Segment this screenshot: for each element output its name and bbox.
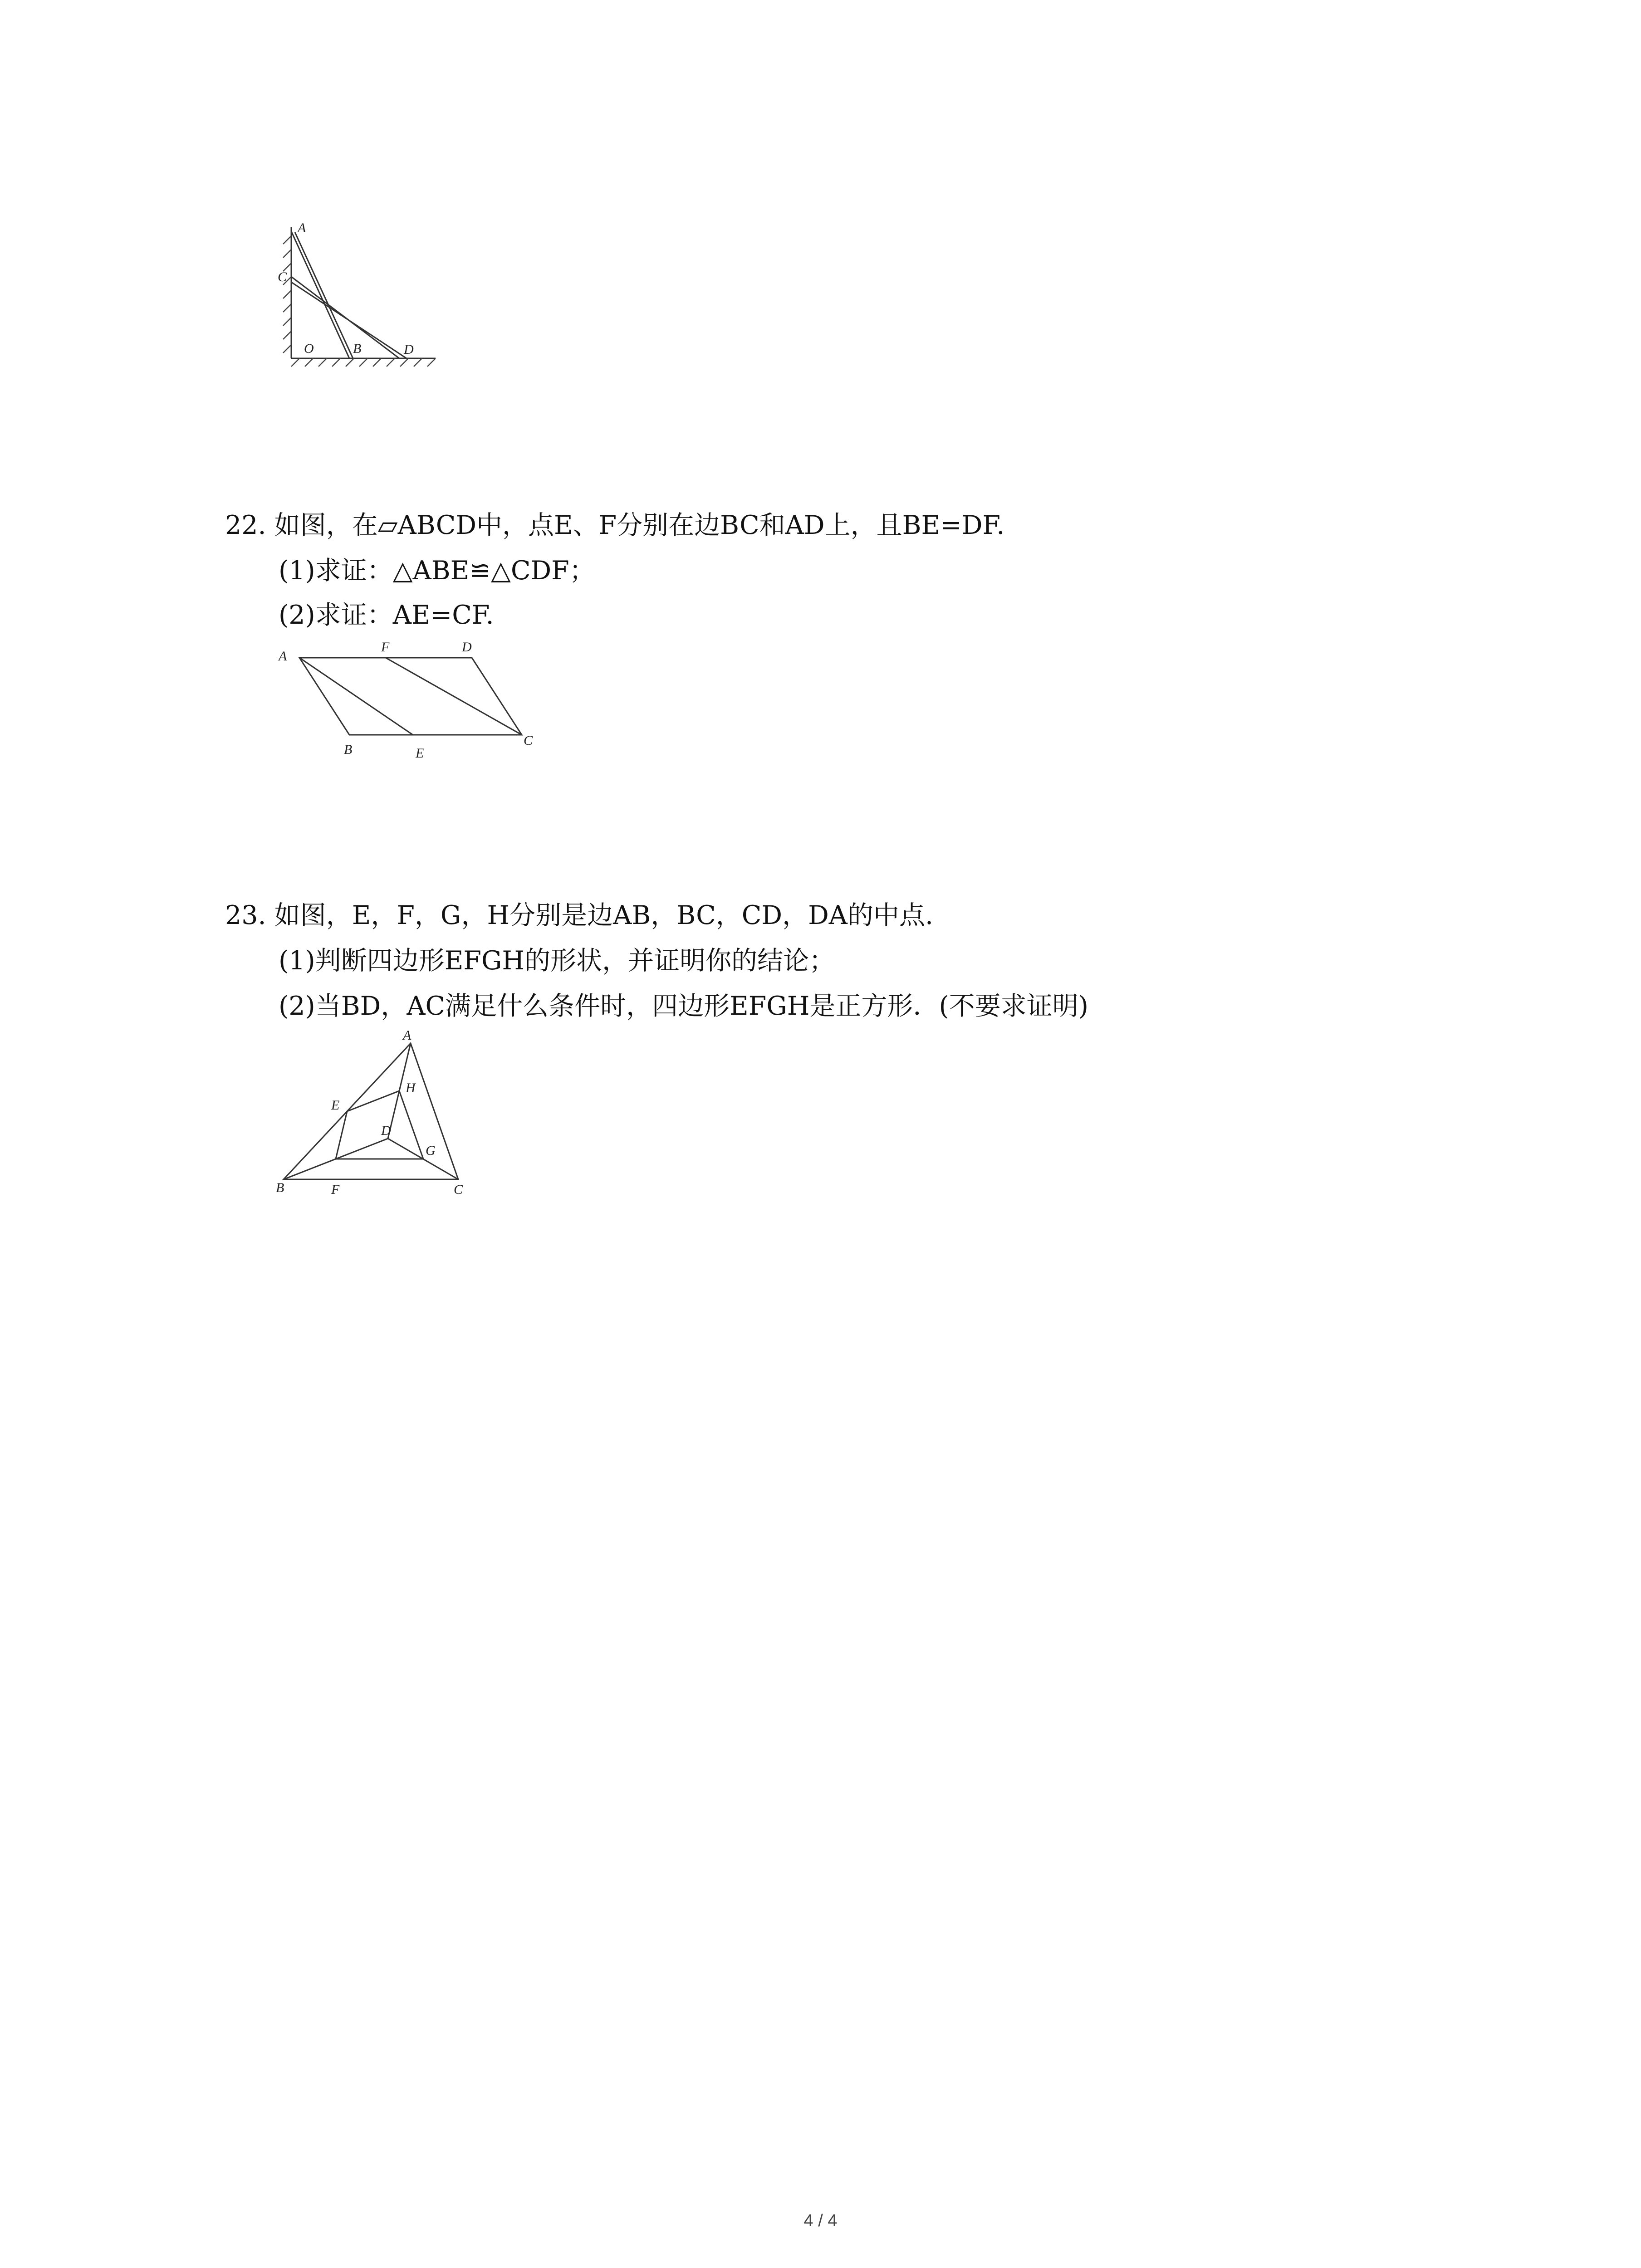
label-F: F bbox=[381, 640, 390, 655]
wall-hatching bbox=[283, 236, 291, 353]
parallelogram-ABCD bbox=[299, 658, 522, 735]
label-A: A bbox=[298, 220, 306, 235]
label-H: H bbox=[406, 1080, 416, 1095]
label-E: E bbox=[416, 746, 424, 761]
q22-part1: (1)求证：△ABE≌△CDF； bbox=[279, 556, 595, 586]
segment-FC bbox=[386, 658, 522, 735]
label-B: B bbox=[276, 1180, 284, 1195]
ground-hatching bbox=[291, 358, 436, 367]
q23-stem: 23. 如图，E，F，G，H分别是边AB，BC，CD，DA的中点. bbox=[225, 900, 934, 930]
label-E: E bbox=[331, 1098, 340, 1113]
q22-stem: 22. 如图，在▱ABCD中，点E、F分别在边BC和AD上，且BE=DF. bbox=[225, 510, 1005, 540]
label-G: G bbox=[426, 1143, 436, 1158]
q23-part1: (1)判断四边形EFGH的形状，并证明你的结论； bbox=[279, 946, 835, 976]
q22-part2: (2)求证：AE=CF. bbox=[279, 600, 494, 630]
label-C: C bbox=[454, 1182, 463, 1197]
label-B: B bbox=[344, 742, 353, 757]
label-C: C bbox=[524, 733, 533, 748]
ladder-figure bbox=[272, 218, 463, 372]
label-D: D bbox=[404, 342, 414, 357]
label-D: D bbox=[381, 1123, 391, 1138]
q23-part2: (2)当BD，AC满足什么条件时，四边形EFGH是正方形．(不要求证明) bbox=[279, 991, 1088, 1021]
label-O: O bbox=[304, 341, 314, 356]
label-C: C bbox=[278, 269, 287, 284]
label-F: F bbox=[331, 1182, 340, 1197]
quadrilateral-figure bbox=[272, 1030, 481, 1202]
page-number: 4 / 4 bbox=[803, 2211, 838, 2230]
label-A: A bbox=[403, 1030, 411, 1043]
label-B: B bbox=[353, 341, 362, 356]
ladder-lines bbox=[291, 231, 407, 358]
segment-AE bbox=[299, 658, 413, 735]
label-D: D bbox=[462, 640, 472, 655]
parallelogram-figure bbox=[272, 635, 554, 771]
label-A: A bbox=[279, 649, 287, 664]
quadrilateral-EFGH bbox=[336, 1091, 423, 1159]
